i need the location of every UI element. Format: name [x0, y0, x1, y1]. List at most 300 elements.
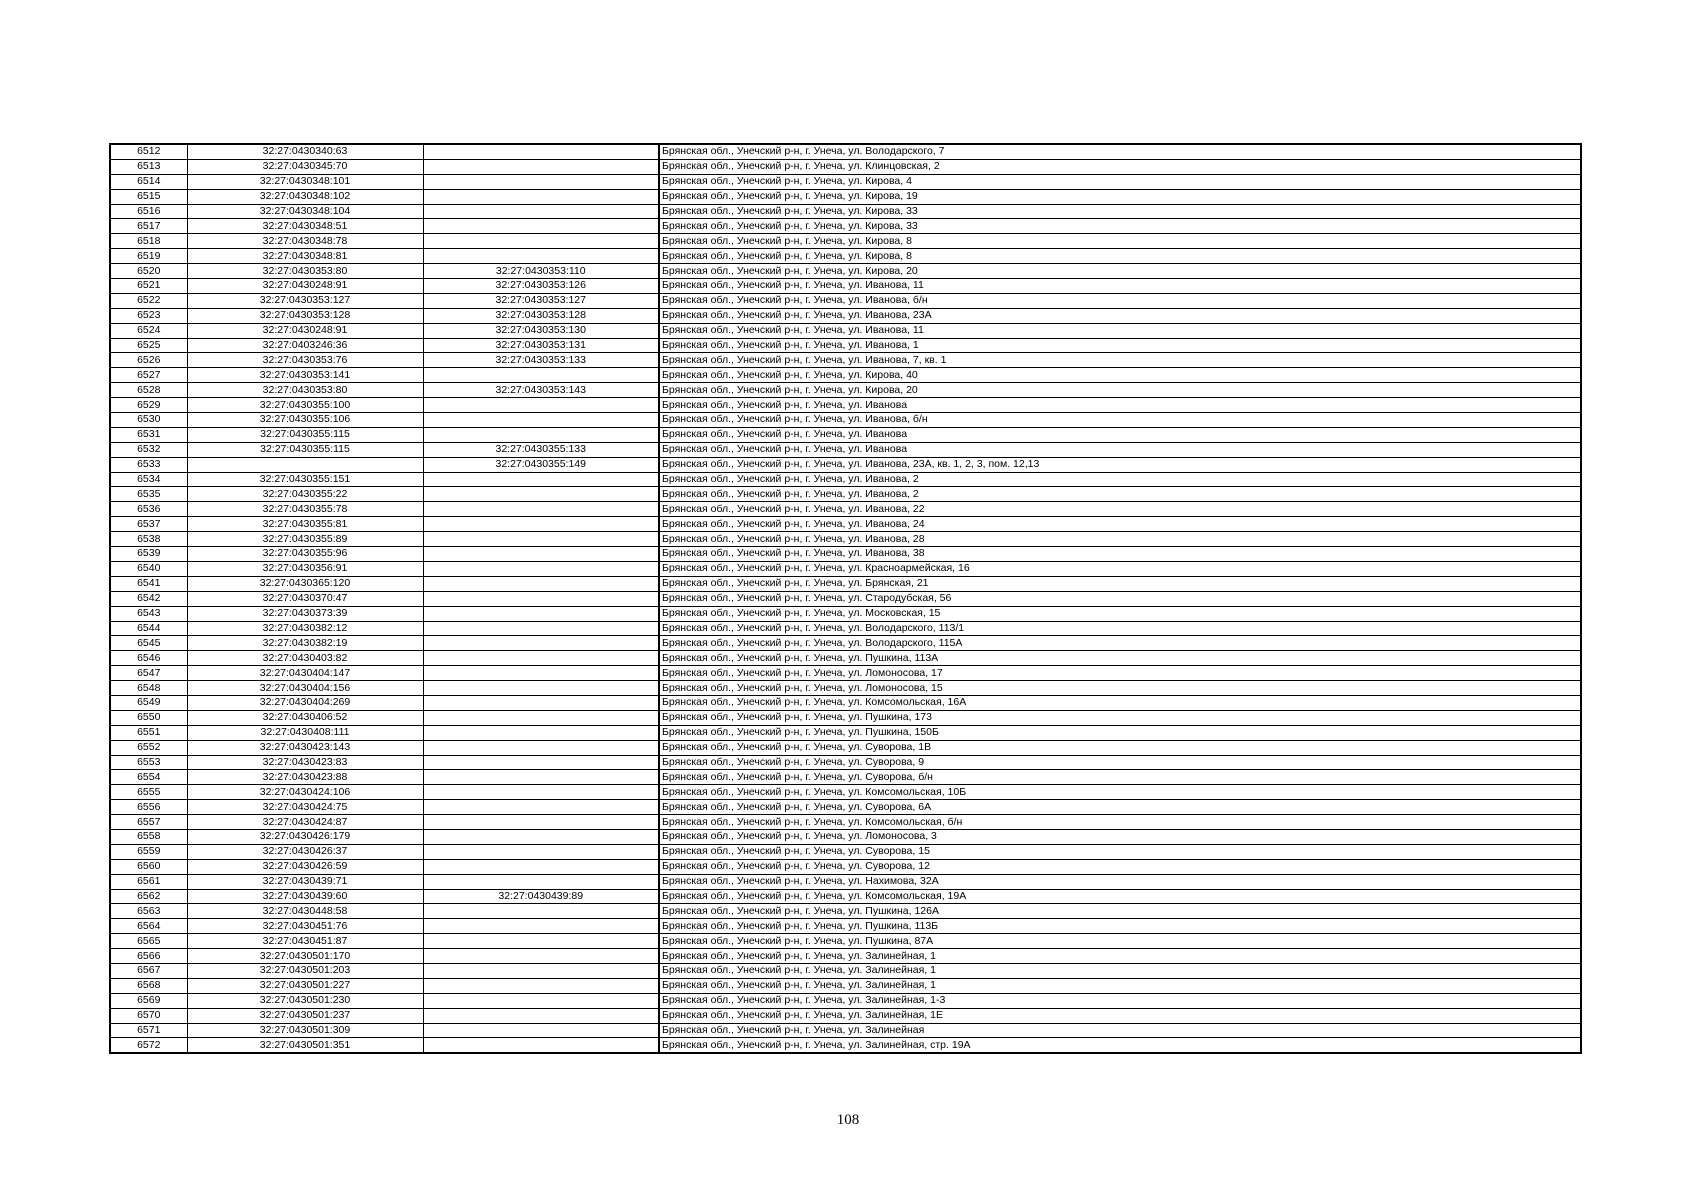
cadastral-number-cell: 32:27:0430448:58	[187, 904, 423, 919]
row-number-cell: 6565	[110, 934, 187, 949]
related-cadastral-number-cell: 32:27:0430353:131	[423, 338, 659, 353]
related-cadastral-number-cell	[423, 934, 659, 949]
table-row	[110, 963, 1581, 978]
address-cell: Брянская обл., Унечский р-н, г. Унеча, ул. Кирова, 33	[659, 219, 1581, 234]
address-cell: Брянская обл., Унечский р-н, г. Унеча, ул. Иванова, 2	[659, 487, 1581, 502]
address-cell: Брянская обл., Унечский р-н, г. Унеча, ул. Комсомольская, 19А	[659, 889, 1581, 904]
table-row	[110, 770, 1581, 785]
row-number-cell: 6512	[110, 144, 187, 159]
related-cadastral-number-cell	[423, 770, 659, 785]
related-cadastral-number-cell	[423, 606, 659, 621]
cadastral-number-cell: 32:27:0430501:227	[187, 978, 423, 993]
related-cadastral-number-cell	[423, 368, 659, 383]
address-cell: Брянская обл., Унечский р-н, г. Унеча, ул. Залинейная, 1-3	[659, 993, 1581, 1008]
row-number-cell: 6519	[110, 249, 187, 264]
address-cell: Брянская обл., Унечский р-н, г. Унеча, ул. Кирова, 33	[659, 204, 1581, 219]
table-row	[110, 413, 1581, 428]
related-cadastral-number-cell	[423, 874, 659, 889]
address-cell: Брянская обл., Унечский р-н, г. Унеча, ул. Суворова, 6А	[659, 800, 1581, 815]
table-row	[110, 561, 1581, 576]
address-cell: Брянская обл., Унечский р-н, г. Унеча, ул. Иванова, 1	[659, 338, 1581, 353]
address-cell: Брянская обл., Унечский р-н, г. Унеча, ул. Иванова, б/н	[659, 413, 1581, 428]
table-row	[110, 889, 1581, 904]
table-row	[110, 636, 1581, 651]
related-cadastral-number-cell	[423, 472, 659, 487]
cadastral-number-cell: 32:27:0430355:106	[187, 413, 423, 428]
row-number-cell: 6556	[110, 800, 187, 815]
row-number-cell: 6526	[110, 353, 187, 368]
row-number-cell: 6545	[110, 636, 187, 651]
related-cadastral-number-cell: 32:27:0430355:149	[423, 457, 659, 472]
related-cadastral-number-cell	[423, 844, 659, 859]
related-cadastral-number-cell	[423, 755, 659, 770]
table-row	[110, 249, 1581, 264]
address-cell: Брянская обл., Унечский р-н, г. Унеча, ул. Иванова, 38	[659, 547, 1581, 562]
related-cadastral-number-cell	[423, 829, 659, 844]
row-number-cell: 6513	[110, 159, 187, 174]
cadastral-number-cell: 32:27:0430501:203	[187, 963, 423, 978]
related-cadastral-number-cell	[423, 651, 659, 666]
cadastral-number-cell: 32:27:0430501:351	[187, 1038, 423, 1053]
cadastral-number-cell: 32:27:0430408:111	[187, 725, 423, 740]
cadastral-number-cell: 32:27:0430426:37	[187, 844, 423, 859]
related-cadastral-number-cell: 32:27:0430353:128	[423, 308, 659, 323]
table-row	[110, 606, 1581, 621]
address-cell: Брянская обл., Унечский р-н, г. Унеча, ул. Суворова, 9	[659, 755, 1581, 770]
cadastral-number-cell: 32:27:0430501:237	[187, 1008, 423, 1023]
related-cadastral-number-cell	[423, 636, 659, 651]
cadastral-number-cell: 32:27:0430355:78	[187, 502, 423, 517]
row-number-cell: 6525	[110, 338, 187, 353]
related-cadastral-number-cell	[423, 234, 659, 249]
table-row	[110, 293, 1581, 308]
address-cell: Брянская обл., Унечский р-н, г. Унеча, ул. Залинейная, стр. 19А	[659, 1038, 1581, 1053]
table-row	[110, 517, 1581, 532]
table-row	[110, 993, 1581, 1008]
table-row	[110, 487, 1581, 502]
cadastral-number-cell: 32:27:0430355:89	[187, 532, 423, 547]
cadastral-number-cell: 32:27:0430370:47	[187, 591, 423, 606]
address-cell: Брянская обл., Унечский р-н, г. Унеча, ул. Кирова, 8	[659, 234, 1581, 249]
cadastral-number-cell: 32:27:0430345:70	[187, 159, 423, 174]
related-cadastral-number-cell	[423, 904, 659, 919]
related-cadastral-number-cell	[423, 949, 659, 964]
cadastral-number-cell: 32:27:0430356:91	[187, 561, 423, 576]
address-cell: Брянская обл., Унечский р-н, г. Унеча, ул. Иванова, 7, кв. 1	[659, 353, 1581, 368]
related-cadastral-number-cell	[423, 398, 659, 413]
row-number-cell: 6572	[110, 1038, 187, 1053]
row-number-cell: 6529	[110, 398, 187, 413]
row-number-cell: 6533	[110, 457, 187, 472]
address-cell: Брянская обл., Унечский р-н, г. Унеча, ул. Пушкина, 126А	[659, 904, 1581, 919]
row-number-cell: 6546	[110, 651, 187, 666]
row-number-cell: 6514	[110, 174, 187, 189]
table-row	[110, 279, 1581, 294]
address-cell: Брянская обл., Унечский р-н, г. Унеча, ул. Володарского, 7	[659, 144, 1581, 159]
row-number-cell: 6548	[110, 681, 187, 696]
related-cadastral-number-cell: 32:27:0430353:143	[423, 383, 659, 398]
related-cadastral-number-cell	[423, 800, 659, 815]
cadastral-number-cell: 32:27:0430348:81	[187, 249, 423, 264]
row-number-cell: 6562	[110, 889, 187, 904]
related-cadastral-number-cell: 32:27:0430439:89	[423, 889, 659, 904]
cadastral-number-cell: 32:27:0430403:82	[187, 651, 423, 666]
related-cadastral-number-cell	[423, 502, 659, 517]
address-cell: Брянская обл., Унечский р-н, г. Унеча, ул. Комсомольская, б/н	[659, 815, 1581, 830]
row-number-cell: 6553	[110, 755, 187, 770]
address-cell: Брянская обл., Унечский р-н, г. Унеча, ул. Кирова, 20	[659, 383, 1581, 398]
table-row	[110, 829, 1581, 844]
address-cell: Брянская обл., Унечский р-н, г. Унеча, ул. Суворова, 1В	[659, 740, 1581, 755]
table-row	[110, 755, 1581, 770]
cadastral-number-cell: 32:27:0430348:104	[187, 204, 423, 219]
row-number-cell: 6571	[110, 1023, 187, 1038]
cadastral-number-cell: 32:27:0430439:60	[187, 889, 423, 904]
row-number-cell: 6551	[110, 725, 187, 740]
table-row	[110, 323, 1581, 338]
row-number-cell: 6559	[110, 844, 187, 859]
page-number: 108	[836, 1112, 860, 1128]
related-cadastral-number-cell	[423, 591, 659, 606]
row-number-cell: 6528	[110, 383, 187, 398]
table-row	[110, 502, 1581, 517]
related-cadastral-number-cell	[423, 993, 659, 1008]
row-number-cell: 6517	[110, 219, 187, 234]
related-cadastral-number-cell	[423, 978, 659, 993]
address-cell: Брянская обл., Унечский р-н, г. Унеча, ул. Ломоносова, 17	[659, 666, 1581, 681]
cadastral-number-cell: 32:27:0430355:22	[187, 487, 423, 502]
address-cell: Брянская обл., Унечский р-н, г. Унеча, ул. Пушкина, 113Б	[659, 919, 1581, 934]
related-cadastral-number-cell	[423, 815, 659, 830]
table-row	[110, 234, 1581, 249]
address-cell: Брянская обл., Унечский р-н, г. Унеча, ул. Иванова, 11	[659, 323, 1581, 338]
address-cell: Брянская обл., Унечский р-н, г. Унеча, ул. Брянская, 21	[659, 576, 1581, 591]
row-number-cell: 6538	[110, 532, 187, 547]
address-cell: Брянская обл., Унечский р-н, г. Унеча, ул. Залинейная, 1Е	[659, 1008, 1581, 1023]
table-row	[110, 651, 1581, 666]
table-row	[110, 264, 1581, 279]
address-cell: Брянская обл., Унечский р-н, г. Унеча, ул. Красноармейская, 16	[659, 561, 1581, 576]
row-number-cell: 6543	[110, 606, 187, 621]
row-number-cell: 6527	[110, 368, 187, 383]
related-cadastral-number-cell	[423, 1008, 659, 1023]
table-row	[110, 666, 1581, 681]
table-row	[110, 144, 1581, 159]
cadastral-number-cell: 32:27:0430355:115	[187, 427, 423, 442]
address-cell: Брянская обл., Унечский р-н, г. Унеча, ул. Комсомольская, 10Б	[659, 785, 1581, 800]
row-number-cell: 6534	[110, 472, 187, 487]
row-number-cell: 6561	[110, 874, 187, 889]
row-number-cell: 6541	[110, 576, 187, 591]
table-row	[110, 532, 1581, 547]
cadastral-number-cell: 32:27:0430501:230	[187, 993, 423, 1008]
row-number-cell: 6520	[110, 264, 187, 279]
cadastral-number-cell: 32:27:0430348:51	[187, 219, 423, 234]
row-number-cell: 6536	[110, 502, 187, 517]
cadastral-number-cell: 32:27:0430348:78	[187, 234, 423, 249]
table-body	[110, 144, 1581, 1053]
address-cell: Брянская обл., Унечский р-н, г. Унеча, ул. Иванова, 22	[659, 502, 1581, 517]
cadastral-number-cell: 32:27:0430348:101	[187, 174, 423, 189]
table-row	[110, 189, 1581, 204]
address-cell: Брянская обл., Унечский р-н, г. Унеча, ул. Иванова, 2	[659, 472, 1581, 487]
related-cadastral-number-cell	[423, 919, 659, 934]
table-row	[110, 934, 1581, 949]
table-row	[110, 159, 1581, 174]
cadastral-number-cell: 32:27:0430353:80	[187, 264, 423, 279]
table-row	[110, 800, 1581, 815]
cadastral-number-cell: 32:27:0430355:115	[187, 442, 423, 457]
cadastral-number-cell: 32:27:0430355:81	[187, 517, 423, 532]
row-number-cell: 6542	[110, 591, 187, 606]
address-cell: Брянская обл., Унечский р-н, г. Унеча, ул. Залинейная, 1	[659, 949, 1581, 964]
address-cell: Брянская обл., Унечский р-н, г. Унеча, ул. Московская, 15	[659, 606, 1581, 621]
address-cell: Брянская обл., Унечский р-н, г. Унеча, ул. Клинцовская, 2	[659, 159, 1581, 174]
cadastral-number-cell: 32:27:0430373:39	[187, 606, 423, 621]
related-cadastral-number-cell	[423, 189, 659, 204]
cadastral-number-cell: 32:27:0430501:170	[187, 949, 423, 964]
row-number-cell: 6518	[110, 234, 187, 249]
cadastral-number-cell: 32:27:0430404:147	[187, 666, 423, 681]
row-number-cell: 6521	[110, 279, 187, 294]
cadastral-number-cell: 32:27:0430382:12	[187, 621, 423, 636]
related-cadastral-number-cell	[423, 204, 659, 219]
address-cell: Брянская обл., Унечский р-н, г. Унеча, ул. Иванова	[659, 398, 1581, 413]
table-row	[110, 219, 1581, 234]
address-cell: Брянская обл., Унечский р-н, г. Унеча, ул. Суворова, 12	[659, 859, 1581, 874]
cadastral-number-cell: 32:27:0430424:87	[187, 815, 423, 830]
row-number-cell: 6516	[110, 204, 187, 219]
row-number-cell: 6549	[110, 695, 187, 710]
table-row	[110, 1023, 1581, 1038]
table-row	[110, 919, 1581, 934]
address-cell: Брянская обл., Унечский р-н, г. Унеча, ул. Залинейная	[659, 1023, 1581, 1038]
related-cadastral-number-cell: 32:27:0430353:126	[423, 279, 659, 294]
table-row	[110, 740, 1581, 755]
row-number-cell: 6524	[110, 323, 187, 338]
related-cadastral-number-cell	[423, 532, 659, 547]
table-row	[110, 949, 1581, 964]
row-number-cell: 6515	[110, 189, 187, 204]
row-number-cell: 6544	[110, 621, 187, 636]
table-row	[110, 547, 1581, 562]
row-number-cell: 6555	[110, 785, 187, 800]
related-cadastral-number-cell	[423, 785, 659, 800]
address-cell: Брянская обл., Унечский р-н, г. Унеча, ул. Кирова, 4	[659, 174, 1581, 189]
row-number-cell: 6537	[110, 517, 187, 532]
cadastral-number-cell: 32:27:0430404:269	[187, 695, 423, 710]
address-cell: Брянская обл., Унечский р-н, г. Унеча, ул. Залинейная, 1	[659, 963, 1581, 978]
row-number-cell: 6558	[110, 829, 187, 844]
address-cell: Брянская обл., Унечский р-н, г. Унеча, ул. Пушкина, 173	[659, 710, 1581, 725]
row-number-cell: 6564	[110, 919, 187, 934]
table-row	[110, 457, 1581, 472]
cadastral-number-cell: 32:27:0430382:19	[187, 636, 423, 651]
cadastral-number-cell: 32:27:0430426:59	[187, 859, 423, 874]
related-cadastral-number-cell	[423, 159, 659, 174]
row-number-cell: 6550	[110, 710, 187, 725]
address-cell: Брянская обл., Унечский р-н, г. Унеча, ул. Иванова	[659, 442, 1581, 457]
related-cadastral-number-cell	[423, 1038, 659, 1053]
row-number-cell: 6532	[110, 442, 187, 457]
row-number-cell: 6531	[110, 427, 187, 442]
related-cadastral-number-cell: 32:27:0430353:110	[423, 264, 659, 279]
table-row	[110, 1008, 1581, 1023]
cadastral-number-cell: 32:27:0430340:63	[187, 144, 423, 159]
related-cadastral-number-cell	[423, 576, 659, 591]
address-cell: Брянская обл., Унечский р-н, г. Унеча, ул. Иванова, 28	[659, 532, 1581, 547]
address-cell: Брянская обл., Унечский р-н, г. Унеча, ул. Иванова, 24	[659, 517, 1581, 532]
row-number-cell: 6535	[110, 487, 187, 502]
row-number-cell: 6540	[110, 561, 187, 576]
cadastral-number-cell: 32:27:0430426:179	[187, 829, 423, 844]
related-cadastral-number-cell	[423, 413, 659, 428]
table-row	[110, 427, 1581, 442]
related-cadastral-number-cell	[423, 666, 659, 681]
related-cadastral-number-cell	[423, 144, 659, 159]
address-cell: Брянская обл., Унечский р-н, г. Унеча, ул. Кирова, 40	[659, 368, 1581, 383]
cadastral-number-cell: 32:27:0430353:80	[187, 383, 423, 398]
table-row	[110, 874, 1581, 889]
related-cadastral-number-cell	[423, 1023, 659, 1038]
related-cadastral-number-cell: 32:27:0430353:130	[423, 323, 659, 338]
related-cadastral-number-cell	[423, 219, 659, 234]
cadastral-number-cell: 32:27:0430406:52	[187, 710, 423, 725]
related-cadastral-number-cell	[423, 174, 659, 189]
related-cadastral-number-cell: 32:27:0430353:127	[423, 293, 659, 308]
row-number-cell: 6570	[110, 1008, 187, 1023]
table-row	[110, 398, 1581, 413]
table-row	[110, 621, 1581, 636]
table-row	[110, 844, 1581, 859]
address-cell: Брянская обл., Унечский р-н, г. Унеча, ул. Залинейная, 1	[659, 978, 1581, 993]
address-cell: Брянская обл., Унечский р-н, г. Унеча, ул. Кирова, 19	[659, 189, 1581, 204]
table-row	[110, 576, 1581, 591]
address-cell: Брянская обл., Унечский р-н, г. Унеча, ул. Володарского, 115А	[659, 636, 1581, 651]
address-cell: Брянская обл., Унечский р-н, г. Унеча, ул. Иванова, 23А, кв. 1, 2, 3, пом. 12,13	[659, 457, 1581, 472]
table-row	[110, 353, 1581, 368]
cadastral-number-cell: 32:27:0430348:102	[187, 189, 423, 204]
cadastral-number-cell: 32:27:0430248:91	[187, 323, 423, 338]
table-row	[110, 725, 1581, 740]
table-row	[110, 710, 1581, 725]
row-number-cell: 6547	[110, 666, 187, 681]
related-cadastral-number-cell	[423, 427, 659, 442]
related-cadastral-number-cell: 32:27:0430355:133	[423, 442, 659, 457]
cadastral-number-cell: 32:27:0430404:156	[187, 681, 423, 696]
table-row	[110, 308, 1581, 323]
row-number-cell: 6552	[110, 740, 187, 755]
table-row	[110, 1038, 1581, 1053]
table-row	[110, 591, 1581, 606]
address-cell: Брянская обл., Унечский р-н, г. Унеча, ул. Суворова, б/н	[659, 770, 1581, 785]
table-row	[110, 785, 1581, 800]
table-row	[110, 904, 1581, 919]
row-number-cell: 6523	[110, 308, 187, 323]
row-number-cell: 6569	[110, 993, 187, 1008]
table-row	[110, 695, 1581, 710]
cadastral-number-cell: 32:27:0430353:128	[187, 308, 423, 323]
row-number-cell: 6560	[110, 859, 187, 874]
cadastral-number-cell: 32:27:0430355:96	[187, 547, 423, 562]
cadastral-table	[109, 143, 1582, 1054]
related-cadastral-number-cell	[423, 487, 659, 502]
row-number-cell: 6566	[110, 949, 187, 964]
row-number-cell: 6554	[110, 770, 187, 785]
row-number-cell: 6568	[110, 978, 187, 993]
table-row	[110, 472, 1581, 487]
cadastral-number-cell: 32:27:0430424:106	[187, 785, 423, 800]
address-cell: Брянская обл., Унечский р-н, г. Унеча, ул. Стародубская, 56	[659, 591, 1581, 606]
cadastral-number-cell: 32:27:0430424:75	[187, 800, 423, 815]
row-number-cell: 6522	[110, 293, 187, 308]
address-cell: Брянская обл., Унечский р-н, г. Унеча, ул. Иванова, 23А	[659, 308, 1581, 323]
related-cadastral-number-cell	[423, 517, 659, 532]
cadastral-number-cell: 32:27:0430423:83	[187, 755, 423, 770]
related-cadastral-number-cell	[423, 547, 659, 562]
address-cell: Брянская обл., Унечский р-н, г. Унеча, ул. Володарского, 113/1	[659, 621, 1581, 636]
related-cadastral-number-cell	[423, 621, 659, 636]
address-cell: Брянская обл., Унечский р-н, г. Унеча, ул. Кирова, 20	[659, 264, 1581, 279]
address-cell: Брянская обл., Унечский р-н, г. Унеча, ул. Иванова	[659, 427, 1581, 442]
related-cadastral-number-cell	[423, 740, 659, 755]
row-number-cell: 6567	[110, 963, 187, 978]
address-cell: Брянская обл., Унечский р-н, г. Унеча, ул. Иванова, 11	[659, 279, 1581, 294]
row-number-cell: 6557	[110, 815, 187, 830]
cadastral-number-cell: 32:27:0430439:71	[187, 874, 423, 889]
address-cell: Брянская обл., Унечский р-н, г. Унеча, ул. Иванова, б/н	[659, 293, 1581, 308]
cadastral-number-cell: 32:27:0430451:87	[187, 934, 423, 949]
table-row	[110, 978, 1581, 993]
related-cadastral-number-cell	[423, 725, 659, 740]
table-row	[110, 442, 1581, 457]
cadastral-number-cell	[187, 457, 423, 472]
related-cadastral-number-cell	[423, 249, 659, 264]
table-row	[110, 174, 1581, 189]
row-number-cell: 6539	[110, 547, 187, 562]
related-cadastral-number-cell	[423, 859, 659, 874]
related-cadastral-number-cell	[423, 561, 659, 576]
cadastral-number-cell: 32:27:0430501:309	[187, 1023, 423, 1038]
table-row	[110, 859, 1581, 874]
cadastral-number-cell: 32:27:0430353:127	[187, 293, 423, 308]
table-row	[110, 383, 1581, 398]
address-cell: Брянская обл., Унечский р-н, г. Унеча, ул. Ломоносова, 3	[659, 829, 1581, 844]
related-cadastral-number-cell	[423, 695, 659, 710]
address-cell: Брянская обл., Унечский р-н, г. Унеча, ул. Кирова, 8	[659, 249, 1581, 264]
cadastral-number-cell: 32:27:0430423:143	[187, 740, 423, 755]
related-cadastral-number-cell	[423, 681, 659, 696]
cadastral-number-cell: 32:27:0430365:120	[187, 576, 423, 591]
table-row	[110, 681, 1581, 696]
cadastral-number-cell: 32:27:0430355:100	[187, 398, 423, 413]
table-row	[110, 368, 1581, 383]
cadastral-number-cell: 32:27:0430355:151	[187, 472, 423, 487]
cadastral-number-cell: 32:27:0430353:141	[187, 368, 423, 383]
table-row	[110, 338, 1581, 353]
address-cell: Брянская обл., Унечский р-н, г. Унеча, ул. Пушкина, 113А	[659, 651, 1581, 666]
related-cadastral-number-cell	[423, 710, 659, 725]
address-cell: Брянская обл., Унечский р-н, г. Унеча, ул. Ломоносова, 15	[659, 681, 1581, 696]
address-cell: Брянская обл., Унечский р-н, г. Унеча, ул. Нахимова, 32А	[659, 874, 1581, 889]
cadastral-number-cell: 32:27:0430353:76	[187, 353, 423, 368]
cadastral-number-cell: 32:27:0430451:76	[187, 919, 423, 934]
address-cell: Брянская обл., Унечский р-н, г. Унеча, ул. Пушкина, 87А	[659, 934, 1581, 949]
row-number-cell: 6563	[110, 904, 187, 919]
related-cadastral-number-cell	[423, 963, 659, 978]
cadastral-number-cell: 32:27:0430248:91	[187, 279, 423, 294]
address-cell: Брянская обл., Унечский р-н, г. Унеча, ул. Комсомольская, 16А	[659, 695, 1581, 710]
